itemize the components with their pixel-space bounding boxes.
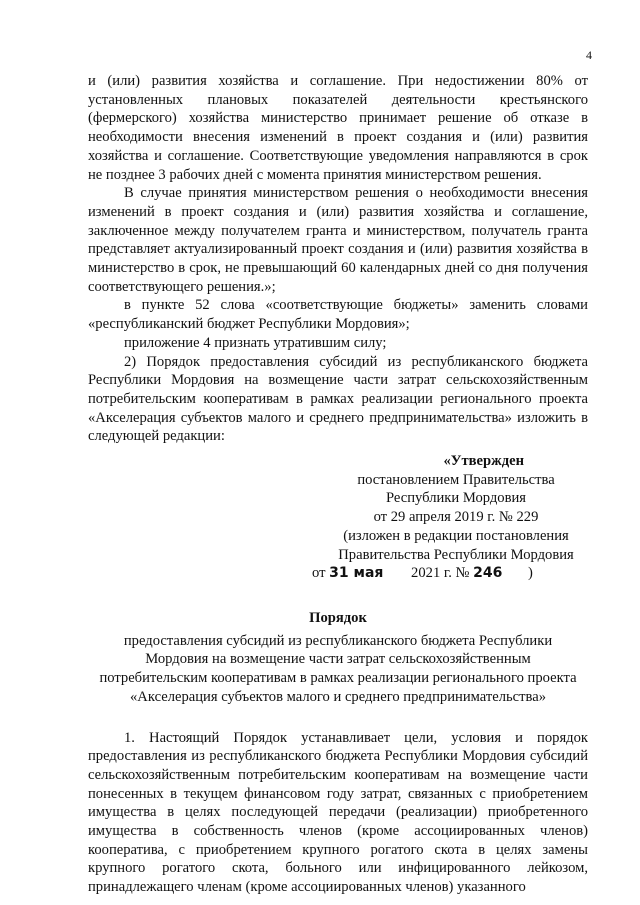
date-year: 2021 г. № [411, 565, 470, 582]
paragraph-order-2: 2) Порядок предоставления субсидий из республиканского бюджета Республики Мордовия на возмещение части затрат сельскохозяйственным потребительским кооперативам в рамках реализации регионального проекта «Акселерация субъектов малого и среднего предпринимательства» изложить в следующей редакции: [88, 353, 588, 445]
approval-line: от 29 апреля 2019 г. № 229 [373, 509, 539, 526]
approval-line: Республики Мордовия [385, 490, 526, 507]
subtitle-line: «Акселерация субъектов малого и среднего предпринимательства» [130, 688, 546, 705]
document-body [88, 72, 588, 897]
paragraph-amendment-case: В случае принятия министерством решения о необходимости внесения изменений в проект создания и (или) развития хозяйства и соглашение, заключенное между получателем гранта и министерством, получатель гранта представляет актуализированный проект создания и (или) развития хозяйства в министерство в срок, не превышающий 60 календарных дней со дня получения соответствующего решения.»; [88, 185, 588, 295]
paragraph-section-1: 1. Настоящий Порядок устанавливает цели, условия и порядок предоставления из республиканского бюджета Республики Мордовия субсидий сельскохозяйственным потребительским кооперативам на возмещение части понесенных в текущем финансовом году затрат, связанных с приобретением имущества в целях последующей передачи (реализации) приобретенного имущества в собственность членов (кроме ассоциированных членов) кооператива, с приобретением крупного рогатого скота в целях замены крупного рогатого скота, больного или инфицированного лейкозом, принадлежащего членам (кроме ассоциированных членов) указанного [88, 729, 588, 896]
subtitle-line: потребительским кооперативам в рамках реализации регионального проекта [99, 670, 577, 687]
subtitle-line: Мордовия на возмещение части затрат сельскохозяйственным [145, 651, 531, 668]
date-close: ) [528, 565, 533, 582]
date-day-month: 31 мая [329, 565, 384, 582]
paragraph-continuation: и (или) развития хозяйства и соглашение. При недостижении 80% от установленных плановых показателей деятельности крестьянского (фермерского) хозяйства министерство принимает решение об отказе в необходимости внесения изменений в проект создания и (или) развития хозяйства и соглашение. Соответствующие уведомления направляются в срок не позднее 3 рабочих дней с момента принятия министерством решения. [88, 73, 588, 183]
document-subtitle [98, 632, 578, 707]
paragraph-appendix-4: приложение 4 признать утратившим силу; [124, 334, 387, 351]
subtitle-line: предоставления субсидий из республиканского бюджета Республики [123, 632, 553, 649]
page-number: 4 [586, 48, 592, 62]
date-prefix: от [312, 565, 326, 582]
approval-line: (изложен в редакции постановления [343, 527, 569, 544]
approval-block [306, 452, 606, 583]
approval-heading: «Утвержден [443, 453, 524, 470]
date-number: 246 [473, 565, 503, 582]
paragraph-item-52: в пункте 52 слова «соответствующие бюджеты» заменить словами «республиканский бюджет Республики Мордовия»; [88, 297, 588, 333]
approval-date-line [306, 564, 606, 583]
document-title: Порядок [309, 609, 367, 626]
approval-line: постановлением Правительства [357, 471, 555, 488]
approval-line: Правительства Республики Мордовия [338, 546, 574, 563]
